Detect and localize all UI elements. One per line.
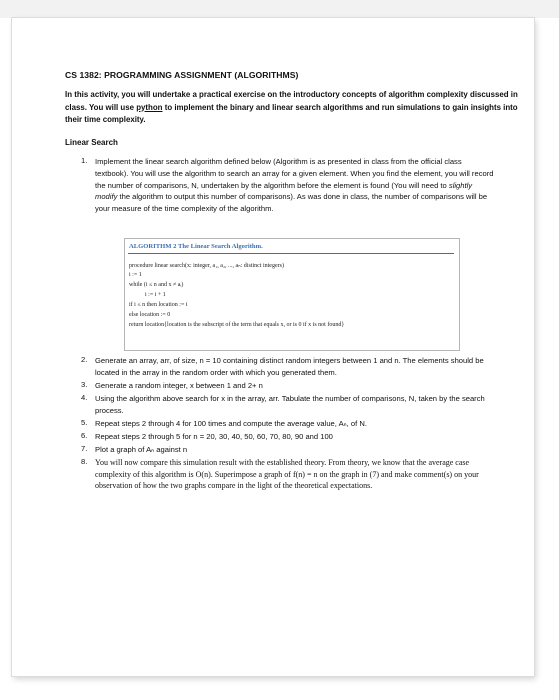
intro-text-a: In this activity, you will undertake a practical exercise on the introductory concepts of algorithm complexity discussed in class. You will use [65, 90, 518, 112]
item-number: 8. [81, 457, 88, 466]
list-item: Repeat steps 2 through 5 for n = 20, 30, 40, 50, 60, 70, 80, 90 and 100 [95, 432, 333, 441]
algorithm-divider [128, 253, 454, 254]
item-number: 5. [81, 418, 88, 427]
item-number: 6. [81, 431, 88, 440]
algorithm-line: return location{location is the subscript of the term that equals x, or is 0 if x is not found} [129, 322, 345, 328]
section-heading: Linear Search [65, 138, 118, 147]
intro-paragraph [65, 89, 520, 127]
python-link: python [136, 102, 163, 112]
item-number: 3. [81, 380, 88, 389]
algorithm-line: else location := 0 [129, 312, 171, 318]
algorithm-line: if i ≤ n then location := i [129, 302, 188, 308]
item-number: 2. [81, 355, 88, 364]
list-item: You will now compare this simulation result with the established theory. From theory, we know that the average case complexity of this algorithm is O(n). Superimpose a graph of f(n) = n on the graph in (7) and make comment(s) on your observation of how the two graphs compare in the light of the theoretical expectations. [95, 458, 479, 490]
item-number: 4. [81, 393, 88, 402]
algorithm-line: i := 1 [129, 272, 142, 278]
list-item: Generate an array, arr, of size, n = 10 containing distinct random integers between 1 and n. The elements should be located in the array in the random order with which you generated them. [95, 356, 484, 377]
algorithm-box [124, 238, 460, 351]
algorithm-title: ALGORITHM 2 The Linear Search Algorithm. [129, 243, 263, 250]
list-item: Plot a graph of Aₙ against n [95, 445, 188, 454]
item-number: 7. [81, 444, 88, 453]
algorithm-line: i := i + 1 [145, 292, 166, 298]
item-number: 1. [81, 156, 88, 165]
intro-text-b: to implement the binary and linear search algorithms and run simulations to gain insights into their time complexity. [65, 102, 518, 124]
document-title: CS 1382: PROGRAMMING ASSIGNMENT (ALGORITHMS) [65, 70, 299, 80]
viewer-top-bar [0, 0, 559, 18]
list-item: Repeat steps 2 through 4 for 100 times and compute the average value, Aₙ, of N. [95, 419, 367, 428]
list-item: Implement the linear search algorithm defined below (Algorithm is as presented in class from the official class textbook). You will use the algorithm to search an array for a given element. When you find the element, you will record the number of comparisons, N, undertaken by the algorithm before the element is found (You will need to slightly modify the algorithm to output this number of comparisons). As was done in class, the number of comparisons will be your measure of the time complexity of the algorithm. [95, 157, 494, 214]
algorithm-line: while (i ≤ n and x ≠ aᵢ) [129, 282, 184, 288]
list-item: Using the algorithm above search for x in the array, arr. Tabulate the number of comparisons, N, taken by the search process. [95, 394, 485, 415]
list-item: Generate a random integer, x between 1 and 2+ n [95, 381, 263, 390]
algorithm-line: procedure linear search(x: integer, a₁, a₂, ..., aₙ: distinct integers) [129, 263, 284, 269]
